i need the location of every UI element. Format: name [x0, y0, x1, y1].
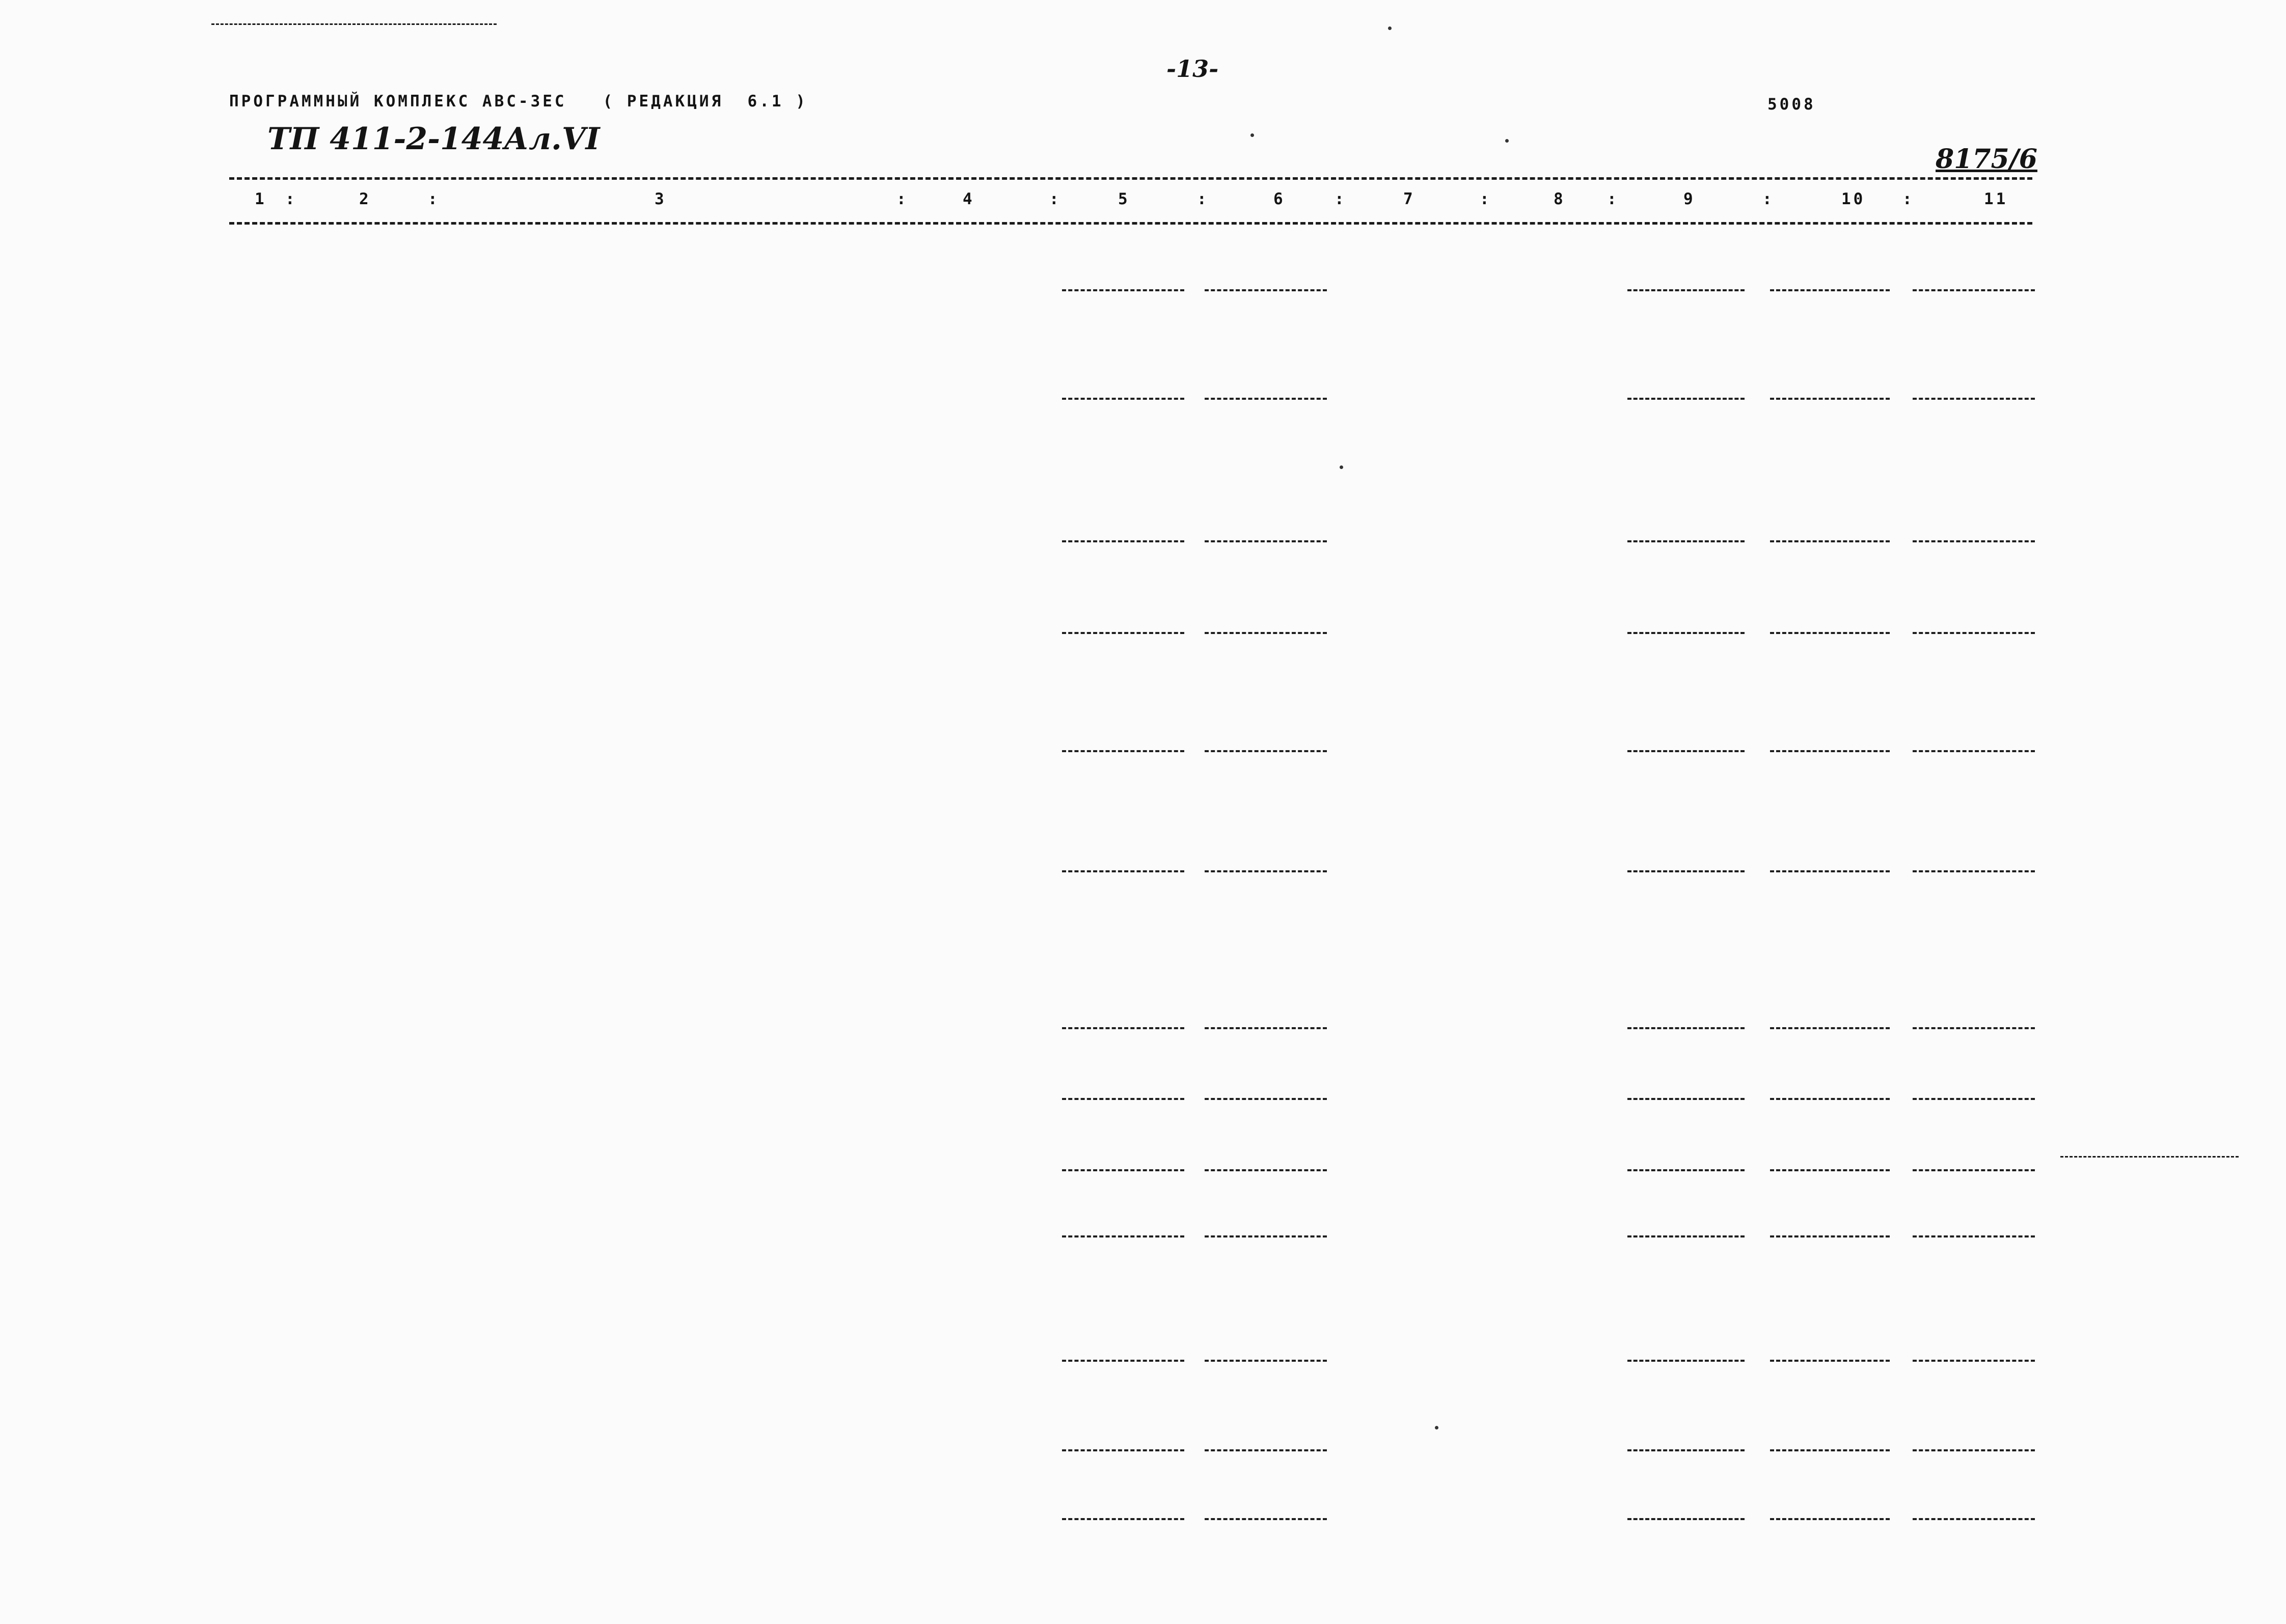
- dash-col9: [1627, 1449, 1745, 1451]
- column-header-5: 5: [1118, 190, 1130, 208]
- dash-col11: [1913, 750, 2035, 752]
- dash-col6: [1205, 632, 1327, 634]
- dash-col6: [1205, 398, 1327, 400]
- column-separator: :: [1335, 190, 1347, 208]
- dash-col6: [1205, 750, 1327, 752]
- dash-col10: [1770, 540, 1890, 542]
- dash-col5: [1062, 1518, 1184, 1520]
- column-separator: :: [1480, 190, 1492, 208]
- dash-col11: [1913, 398, 2035, 400]
- column-header-8: 8: [1554, 190, 1566, 208]
- dash-col5: [1062, 870, 1184, 872]
- dash-col10: [1770, 1027, 1890, 1029]
- dash-col5: [1062, 750, 1184, 752]
- dash-col5: [1062, 1449, 1184, 1451]
- dash-col11: [1913, 1235, 2035, 1237]
- column-header-11: 11: [1984, 190, 2008, 208]
- dash-col5: [1062, 1360, 1184, 1362]
- dash-col9: [1627, 289, 1745, 291]
- dash-col10: [1770, 1360, 1890, 1362]
- dash-col10: [1770, 1518, 1890, 1520]
- column-header-1: 1: [255, 190, 267, 208]
- dash-col6: [1205, 1098, 1327, 1100]
- dash-col6: [1205, 1518, 1327, 1520]
- column-header-4: 4: [963, 190, 975, 208]
- dash-col11: [1913, 632, 2035, 634]
- dash-col9: [1627, 870, 1745, 872]
- column-separator: :: [1049, 190, 1062, 208]
- dash-col9: [1627, 1518, 1745, 1520]
- dash-col11: [1913, 1169, 2035, 1171]
- scan-speck: [1340, 465, 1343, 469]
- column-header-7: 7: [1403, 190, 1416, 208]
- column-separator: :: [428, 190, 440, 208]
- dash-col9: [1627, 1360, 1745, 1362]
- column-separator: :: [285, 190, 297, 208]
- tp-handwritten-label: ТП 411-2-144Ал.VI: [267, 121, 600, 157]
- column-header-3: 3: [655, 190, 667, 208]
- dash-col11: [1913, 1360, 2035, 1362]
- dash-col11: [1913, 1518, 2035, 1520]
- dash-col5: [1062, 289, 1184, 291]
- program-header: ПРОГРАММНЫЙ КОМПЛЕКС АВС-3ЕС ( РЕДАКЦИЯ 6.1 ): [229, 92, 808, 111]
- dash-col5: [1062, 1027, 1184, 1029]
- column-header-10: 10: [1841, 190, 1866, 208]
- dash-col9: [1627, 632, 1745, 634]
- dash-col11: [1913, 1098, 2035, 1100]
- sheet-handwritten-number: 8175/6: [1936, 144, 2037, 175]
- dash-col9: [1627, 1098, 1745, 1100]
- dash-col9: [1627, 750, 1745, 752]
- dash-col5: [1062, 1098, 1184, 1100]
- dash-col5: [1062, 398, 1184, 400]
- dash-col10: [1770, 750, 1890, 752]
- dash-col6: [1205, 289, 1327, 291]
- column-separator: :: [1902, 190, 1915, 208]
- scan-artifact-line: [211, 23, 497, 25]
- dash-col11: [1913, 289, 2035, 291]
- dash-col9: [1627, 1169, 1745, 1171]
- dash-col5: [1062, 632, 1184, 634]
- dash-col9: [1627, 1235, 1745, 1237]
- column-separator: :: [1197, 190, 1209, 208]
- dash-col11: [1913, 540, 2035, 542]
- column-header-6: 6: [1273, 190, 1286, 208]
- dash-col10: [1770, 632, 1890, 634]
- dash-col11: [1913, 1027, 2035, 1029]
- doc-code: 5008: [1767, 95, 1816, 114]
- dash-col10: [1770, 870, 1890, 872]
- dash-col10: [1770, 1169, 1890, 1171]
- dash-col10: [1770, 289, 1890, 291]
- dash-col10: [1770, 1098, 1890, 1100]
- column-separator: :: [1607, 190, 1619, 208]
- column-header-9: 9: [1683, 190, 1696, 208]
- column-separator: :: [1762, 190, 1775, 208]
- dash-col6: [1205, 1235, 1327, 1237]
- dash-col10: [1770, 1449, 1890, 1451]
- dash-col9: [1627, 398, 1745, 400]
- dash-col9: [1627, 1027, 1745, 1029]
- dash-col10: [1770, 398, 1890, 400]
- scan-speck: [1250, 133, 1254, 137]
- dash-col6: [1205, 1027, 1327, 1029]
- dash-col6: [1205, 540, 1327, 542]
- header-rule-bottom: [229, 222, 2032, 225]
- dash-col6: [1205, 1169, 1327, 1171]
- dash-col6: [1205, 1360, 1327, 1362]
- page-number: -13-: [1166, 55, 1219, 82]
- header-rule-top: [229, 177, 2032, 180]
- dash-col5: [1062, 1169, 1184, 1171]
- dash-col10: [1770, 1235, 1890, 1237]
- column-separator: :: [896, 190, 909, 208]
- dash-col6: [1205, 1449, 1327, 1451]
- dash-col11: [1913, 870, 2035, 872]
- dash-col11: [1913, 1449, 2035, 1451]
- column-header-2: 2: [359, 190, 371, 208]
- dash-col9: [1627, 540, 1745, 542]
- scan-artifact-line: [2060, 1156, 2239, 1158]
- scan-speck: [1388, 26, 1392, 30]
- scan-speck: [1435, 1426, 1438, 1429]
- scan-speck: [1505, 139, 1509, 143]
- dash-col5: [1062, 1235, 1184, 1237]
- dash-col6: [1205, 870, 1327, 872]
- dash-col5: [1062, 540, 1184, 542]
